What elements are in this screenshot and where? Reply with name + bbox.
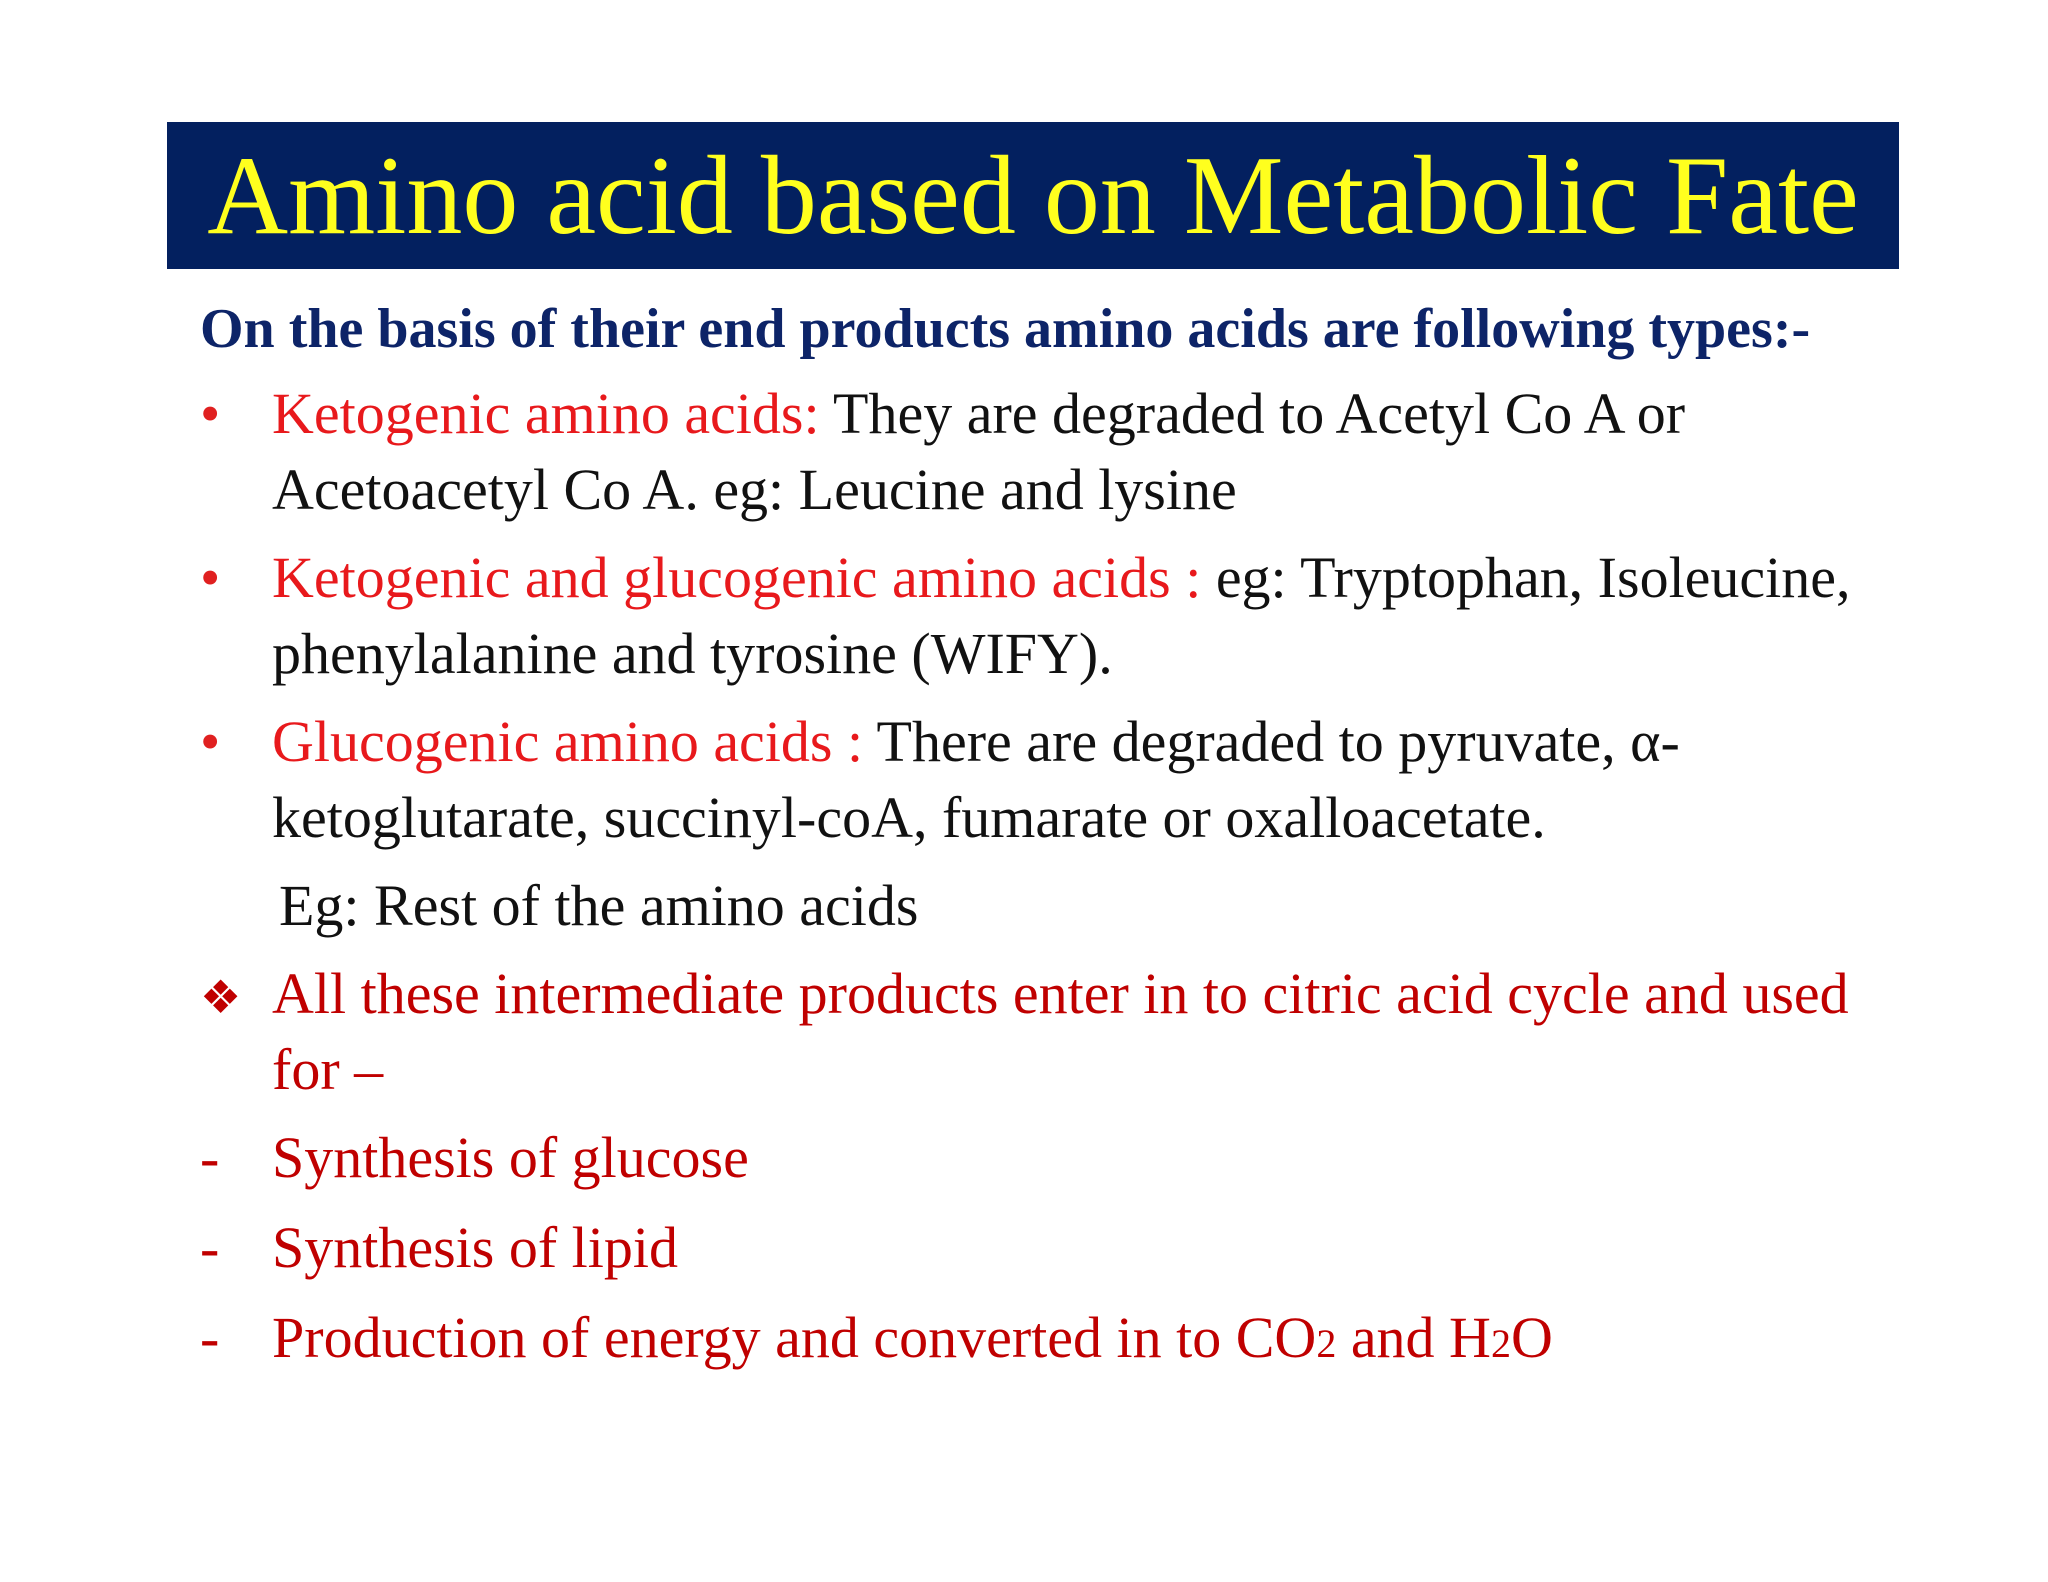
slide-title: Amino acid based on Metabolic Fate — [207, 133, 1859, 258]
bullet-text: They are degraded to Acetyl Co A or Acetoacetyl Co A. eg: Leucine and lysine — [272, 381, 1686, 522]
use-text-part: Production of energy and converted in to CO — [272, 1305, 1317, 1370]
example-line: Eg: Rest of the amino acids — [279, 873, 919, 938]
bullet-label: Ketogenic and glucogenic amino acids : — [272, 545, 1202, 610]
use-item-glucose — [200, 1120, 1900, 1196]
dash-marker: - — [200, 1125, 220, 1190]
bullet-item-glucogenic — [200, 704, 1900, 856]
bullet-item-ketogenic — [200, 376, 1900, 528]
use-item-energy — [200, 1300, 1900, 1382]
slide-content — [200, 290, 1900, 1396]
use-text-part: and H — [1336, 1305, 1491, 1370]
bullet-text: There are degraded to pyruvate, α-ketoglutarate, succinyl-coA, fumarate or oxalloacetate. — [272, 709, 1680, 850]
bullet-marker: • — [200, 709, 221, 774]
use-text-part: O — [1510, 1305, 1553, 1370]
bullet-text: eg: Tryptophan, Isoleucine, phenylalanine and tyrosine (WIFY). — [272, 545, 1851, 686]
dash-marker: - — [200, 1215, 220, 1280]
bullet-item-ketogenic-glucogenic — [200, 540, 1900, 692]
bullet-marker: • — [200, 381, 221, 446]
use-text: Synthesis of glucose — [272, 1125, 749, 1190]
intro-text: On the basis of their end products amino acids are following types:- — [200, 298, 1811, 360]
use-item-lipid — [200, 1210, 1900, 1286]
subscript-two: 2 — [1316, 1321, 1337, 1366]
diamond-bullet-icon: ❖ — [200, 972, 242, 1023]
note-item — [200, 956, 1900, 1108]
dash-marker: - — [200, 1305, 220, 1370]
subscript-two: 2 — [1490, 1321, 1511, 1366]
bullet-marker: • — [200, 545, 221, 610]
note-text: All these intermediate products enter in to citric acid cycle and used for – — [272, 961, 1849, 1102]
bullet-label: Ketogenic amino acids: — [272, 381, 820, 446]
bullet-label: Glucogenic amino acids : — [272, 709, 864, 774]
use-text: Synthesis of lipid — [272, 1215, 679, 1280]
title-bar — [167, 122, 1899, 269]
